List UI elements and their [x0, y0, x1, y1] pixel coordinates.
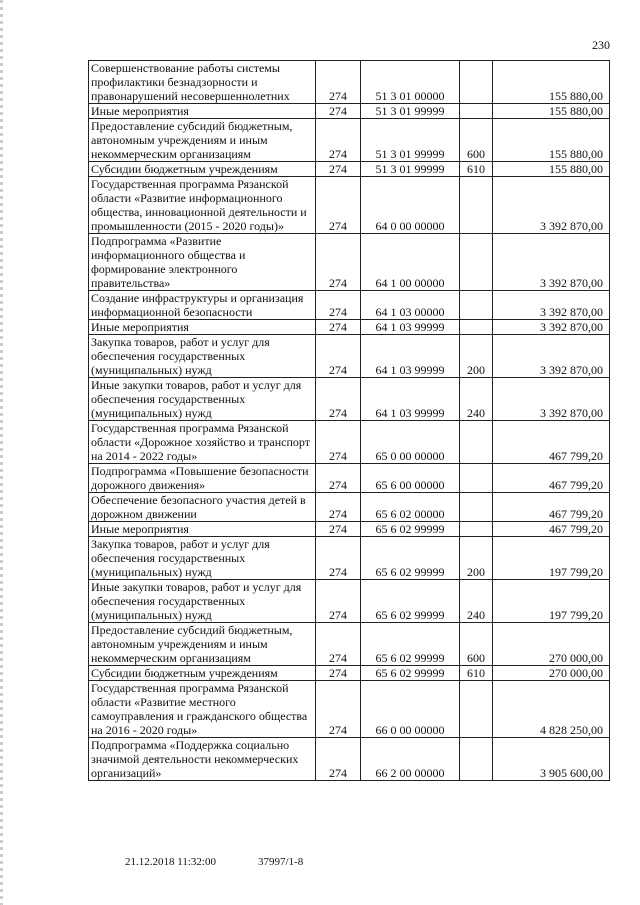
table-row: [89, 666, 610, 681]
row-code-cell: 274: [316, 177, 361, 234]
row-code-cell: 274: [316, 537, 361, 580]
row-sum-cell: 3 392 870,00: [493, 320, 610, 335]
row-sum-cell: 3 905 600,00: [493, 738, 610, 781]
row-sum-cell: 155 880,00: [493, 104, 610, 119]
row-code-cell: 274: [316, 421, 361, 464]
row-code-cell: 274: [316, 464, 361, 493]
row-vr-cell: [460, 681, 493, 738]
row-name-cell: Иные мероприятия: [89, 522, 316, 537]
row-code-cell: 274: [316, 522, 361, 537]
row-code-cell: 274: [316, 320, 361, 335]
table-row: [89, 537, 610, 580]
footer-timestamp: 21.12.2018 11:32:00: [125, 856, 216, 868]
row-vr-cell: 240: [460, 580, 493, 623]
row-vr-cell: 200: [460, 537, 493, 580]
row-code-cell: 274: [316, 738, 361, 781]
row-csr-cell: 66 0 00 00000: [361, 681, 460, 738]
row-sum-cell: 467 799,20: [493, 421, 610, 464]
row-name-cell: Государственная программа Рязанской области «Развитие информационного общества, инновационной деятельности и промышленности (2015 - 2020 годы)»: [89, 177, 316, 234]
table-row: [89, 493, 610, 522]
row-name-cell: Закупка товаров, работ и услуг для обеспечения государственных (муниципальных) нужд: [89, 537, 316, 580]
table-row: [89, 378, 610, 421]
row-sum-cell: 155 880,00: [493, 61, 610, 104]
table-row: [89, 162, 610, 177]
row-vr-cell: 600: [460, 623, 493, 666]
footer-doc-number: 37997/1-8: [258, 856, 304, 868]
row-vr-cell: [460, 177, 493, 234]
row-name-cell: Подпрограмма «Поддержка социально значимой деятельности некоммерческих организаций»: [89, 738, 316, 781]
row-vr-cell: 240: [460, 378, 493, 421]
row-code-cell: 274: [316, 104, 361, 119]
table-row: [89, 738, 610, 781]
row-csr-cell: 51 3 01 99999: [361, 119, 460, 162]
row-code-cell: 274: [316, 162, 361, 177]
page-number: 230: [592, 38, 610, 52]
row-vr-cell: [460, 61, 493, 104]
row-vr-cell: [460, 320, 493, 335]
row-name-cell: Иные закупки товаров, работ и услуг для обеспечения государственных (муниципальных) нужд: [89, 580, 316, 623]
row-vr-cell: 200: [460, 335, 493, 378]
row-name-cell: Обеспечение безопасного участия детей в дорожном движении: [89, 493, 316, 522]
row-csr-cell: 64 1 00 00000: [361, 234, 460, 291]
row-sum-cell: 197 799,20: [493, 580, 610, 623]
row-name-cell: Иные закупки товаров, работ и услуг для обеспечения государственных (муниципальных) нужд: [89, 378, 316, 421]
row-name-cell: Создание инфраструктуры и организация информационной безопасности: [89, 291, 316, 320]
row-csr-cell: 65 6 02 00000: [361, 493, 460, 522]
table-row: [89, 234, 610, 291]
row-name-cell: Предоставление субсидий бюджетным, автономным учреждениям и иным некоммерческим организациям: [89, 119, 316, 162]
row-vr-cell: [460, 421, 493, 464]
table-row: [89, 320, 610, 335]
row-code-cell: 274: [316, 234, 361, 291]
row-sum-cell: 155 880,00: [493, 119, 610, 162]
row-sum-cell: 3 392 870,00: [493, 291, 610, 320]
row-sum-cell: 4 828 250,00: [493, 681, 610, 738]
row-csr-cell: 65 6 02 99999: [361, 537, 460, 580]
row-sum-cell: 197 799,20: [493, 537, 610, 580]
row-sum-cell: 270 000,00: [493, 666, 610, 681]
row-sum-cell: 155 880,00: [493, 162, 610, 177]
row-sum-cell: 467 799,20: [493, 522, 610, 537]
row-code-cell: 274: [316, 493, 361, 522]
scan-edge: [0, 0, 3, 905]
row-code-cell: 274: [316, 666, 361, 681]
table-row: [89, 464, 610, 493]
row-csr-cell: 64 1 03 00000: [361, 291, 460, 320]
row-sum-cell: 467 799,20: [493, 464, 610, 493]
row-csr-cell: 65 0 00 00000: [361, 421, 460, 464]
row-csr-cell: 51 3 01 99999: [361, 162, 460, 177]
row-vr-cell: 610: [460, 666, 493, 681]
row-name-cell: Закупка товаров, работ и услуг для обеспечения государственных (муниципальных) нужд: [89, 335, 316, 378]
table-row: [89, 522, 610, 537]
row-code-cell: 274: [316, 335, 361, 378]
row-csr-cell: 64 0 00 00000: [361, 177, 460, 234]
row-name-cell: Подпрограмма «Развитие информационного общества и формирование электронного правительства»: [89, 234, 316, 291]
row-sum-cell: 3 392 870,00: [493, 378, 610, 421]
row-vr-cell: [460, 493, 493, 522]
table-row: [89, 177, 610, 234]
row-code-cell: 274: [316, 61, 361, 104]
row-name-cell: Предоставление субсидий бюджетным, автономным учреждениям и иным некоммерческим организациям: [89, 623, 316, 666]
table-body: [89, 61, 610, 781]
row-csr-cell: 51 3 01 99999: [361, 104, 460, 119]
row-sum-cell: 467 799,20: [493, 493, 610, 522]
row-csr-cell: 64 1 03 99999: [361, 378, 460, 421]
table-row: [89, 681, 610, 738]
row-sum-cell: 3 392 870,00: [493, 335, 610, 378]
row-name-cell: Иные мероприятия: [89, 320, 316, 335]
row-name-cell: Субсидии бюджетным учреждениям: [89, 162, 316, 177]
table-row: [89, 580, 610, 623]
row-name-cell: Иные мероприятия: [89, 104, 316, 119]
row-name-cell: Подпрограмма «Повышение безопасности дорожного движения»: [89, 464, 316, 493]
row-vr-cell: 610: [460, 162, 493, 177]
row-csr-cell: 65 6 02 99999: [361, 666, 460, 681]
row-vr-cell: [460, 738, 493, 781]
row-csr-cell: 65 6 00 00000: [361, 464, 460, 493]
row-code-cell: 274: [316, 119, 361, 162]
row-vr-cell: 600: [460, 119, 493, 162]
row-code-cell: 274: [316, 580, 361, 623]
row-csr-cell: 65 6 02 99999: [361, 522, 460, 537]
row-code-cell: 274: [316, 378, 361, 421]
row-sum-cell: 3 392 870,00: [493, 177, 610, 234]
row-sum-cell: 3 392 870,00: [493, 234, 610, 291]
row-csr-cell: 64 1 03 99999: [361, 320, 460, 335]
row-vr-cell: [460, 464, 493, 493]
row-vr-cell: [460, 234, 493, 291]
row-name-cell: Государственная программа Рязанской области «Развитие местного самоуправления и гражданского общества на 2016 - 2020 годы»: [89, 681, 316, 738]
table-row: [89, 104, 610, 119]
row-csr-cell: 65 6 02 99999: [361, 580, 460, 623]
table-row: [89, 623, 610, 666]
table-row: [89, 61, 610, 104]
row-sum-cell: 270 000,00: [493, 623, 610, 666]
row-code-cell: 274: [316, 623, 361, 666]
row-vr-cell: [460, 522, 493, 537]
table-row: [89, 421, 610, 464]
budget-table: [88, 60, 610, 781]
row-csr-cell: 51 3 01 00000: [361, 61, 460, 104]
row-csr-cell: 64 1 03 99999: [361, 335, 460, 378]
row-code-cell: 274: [316, 681, 361, 738]
table-row: [89, 119, 610, 162]
table-row: [89, 335, 610, 378]
row-name-cell: Совершенствование работы системы профилактики безнадзорности и правонарушений несовершеннолетних: [89, 61, 316, 104]
row-vr-cell: [460, 291, 493, 320]
row-name-cell: Государственная программа Рязанской области «Дорожное хозяйство и транспорт на 2014 - 2022 годы»: [89, 421, 316, 464]
row-csr-cell: 65 6 02 99999: [361, 623, 460, 666]
table-row: [89, 291, 610, 320]
row-name-cell: Субсидии бюджетным учреждениям: [89, 666, 316, 681]
row-vr-cell: [460, 104, 493, 119]
row-csr-cell: 66 2 00 00000: [361, 738, 460, 781]
row-code-cell: 274: [316, 291, 361, 320]
